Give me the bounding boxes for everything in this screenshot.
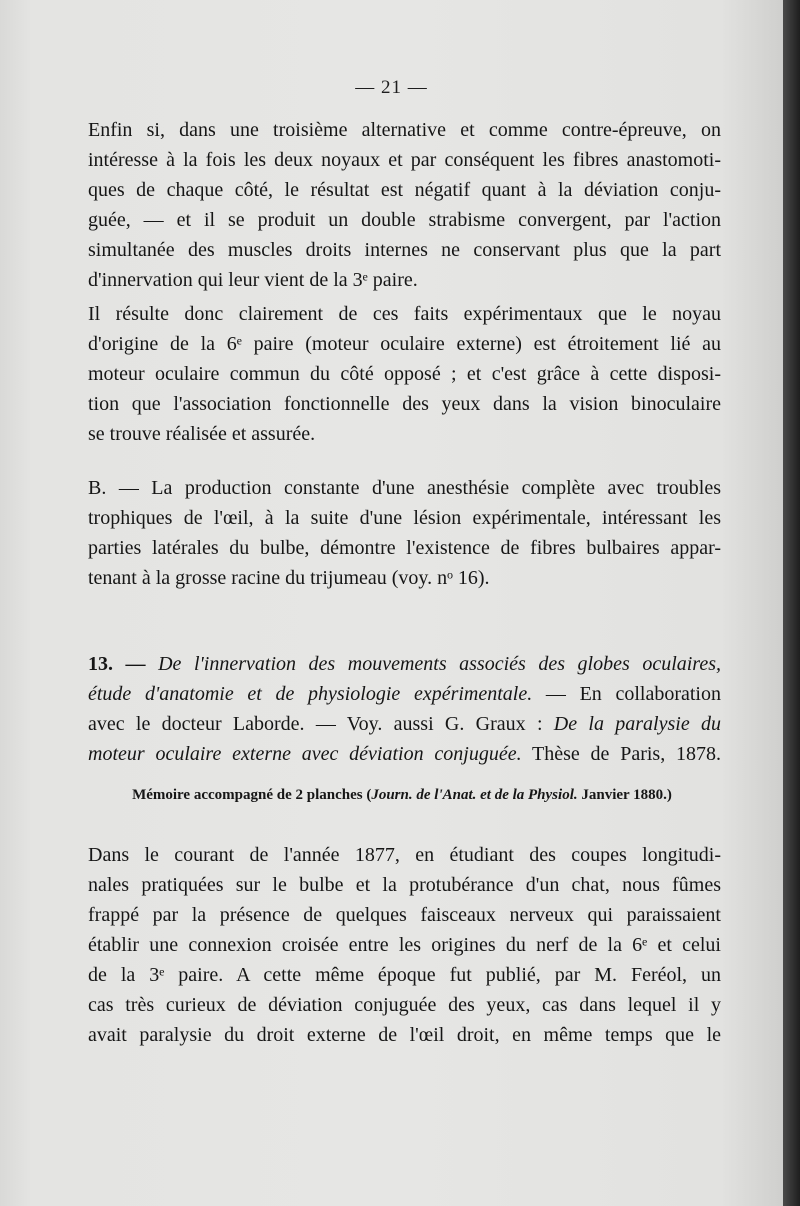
text-line: d'innervation qui leur vient de la 3ᵉ paire. xyxy=(88,269,418,291)
text-line: simultanée des muscles droits internes ne conservant plus que la part xyxy=(88,239,721,261)
text-line: de la 3ᵉ paire. A cette même époque fut publié, par M. Feréol, un xyxy=(88,964,721,986)
section-heading-line xyxy=(88,742,721,766)
page-edge-shadow xyxy=(783,0,800,1206)
thesis-title: moteur oculaire externe avec déviation conjuguée. xyxy=(88,743,522,765)
text-line: B. — La production constante d'une anesthésie complète avec troubles xyxy=(88,477,721,499)
page-number: — 21 — xyxy=(355,77,428,98)
text-line: trophiques de l'œil, à la suite d'une lésion expérimentale, intéressant les xyxy=(88,507,721,529)
section-heading-line xyxy=(88,652,721,676)
section-number: 13. — xyxy=(88,653,159,675)
article-title: étude d'anatomie et de physiologie expérimentale. xyxy=(88,683,533,705)
text-line: moteur oculaire commun du côté opposé ; et c'est grâce à cette disposi- xyxy=(88,363,721,385)
text-line: ques de chaque côté, le résultat est négatif quant à la déviation conju- xyxy=(88,179,721,201)
text-line: intéresse à la fois les deux noyaux et par conséquent les fibres anastomoti- xyxy=(88,149,721,171)
text-line: parties latérales du bulbe, démontre l'existence de fibres bulbaires appar- xyxy=(88,537,721,559)
thesis-info: Thèse de Paris, 1878. xyxy=(521,743,721,765)
journal-title: Journ. de l'Anat. et de la Physiol. xyxy=(371,787,578,803)
text-line: guée, — et il se produit un double strabisme convergent, par l'action xyxy=(88,209,721,231)
text-line: se trouve réalisée et assurée. xyxy=(88,423,316,445)
memoir-note: Mémoire accompagné de 2 planches (Journ. de l'Anat. et de la Physiol. Janvier 1880.) xyxy=(132,787,672,803)
text-line: d'origine de la 6ᵉ paire (moteur oculaire externe) est étroitement lié au xyxy=(88,333,721,355)
text-line: avait paralysie du droit externe de l'œil droit, en même temps que le xyxy=(88,1024,721,1046)
text-line: établir une connexion croisée entre les origines du nerf de la 6ᵉ et celui xyxy=(88,934,721,956)
text-line: Enfin si, dans une troisième alternative et comme contre-épreuve, on xyxy=(88,119,721,141)
text-line: frappé par la présence de quelques faisceaux nerveux qui paraissaient xyxy=(88,904,721,926)
section-heading-line xyxy=(88,712,721,736)
text-line: Il résulte donc clairement de ces faits expérimentaux que le noyau xyxy=(88,303,721,325)
collaboration-text: avec le docteur Laborde. — Voy. aussi G. Graux : xyxy=(88,713,554,735)
collaboration-text: — En collaboration xyxy=(532,683,721,705)
text-line: cas très curieux de déviation conjuguée des yeux, cas dans lequel il y xyxy=(88,994,721,1016)
thesis-title: De la paralysie du xyxy=(553,713,721,735)
section-heading-line xyxy=(88,682,721,706)
text-line: tion que l'association fonctionnelle des yeux dans la vision binoculaire xyxy=(88,393,721,415)
text-line: tenant à la grosse racine du trijumeau (voy. nᵒ 16). xyxy=(88,567,490,589)
text-line: nales pratiquées sur le bulbe et la protubérance d'un chat, nous fûmes xyxy=(88,874,721,896)
article-title: De l'innervation des mouvements associés des globes oculaires, xyxy=(158,653,722,675)
text-line: Dans le courant de l'année 1877, en étudiant des coupes longitudi- xyxy=(88,844,721,866)
